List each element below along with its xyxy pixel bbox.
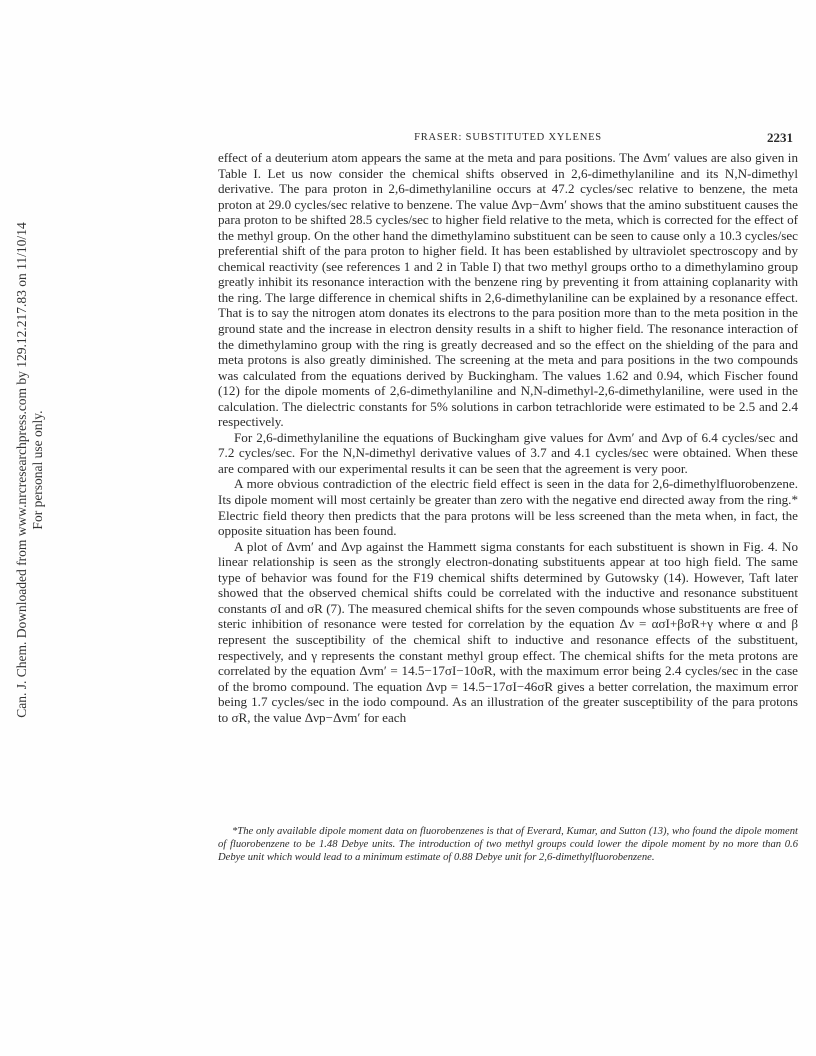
paragraph: A plot of Δνm′ and Δνp against the Hammett sigma constants for each substituent is shown in Fig. 4. No linear relationship is seen as the strongly electron-donating substituents appear at too high field. The same type of behavior was found for the F19 chemical shifts determined by Gutowsky (14). However, Taft later showed that the observed chemical shifts could be correlated with the inductive and resonance substituent constants σI and σR (7). The measured chemical shifts for the seven compounds whose substituents are free of steric inhibition of resonance were tested for correlation by the equation Δν = ασI+βσR+γ where α and β represent the susceptibility of the chemical shift to inductive and resonance effects of the substituent, respectively, and γ represents the constant methyl group effect. The chemical shifts for the meta protons are correlated by the equation Δνm′ = 14.5−17σI−10σR, with the maximum error being 2.4 cycles/sec in the case of the bromo compound. The equation Δνp = 14.5−17σI−46σR gives a better correlation, the maximum error being 1.7 cycles/sec in the iodo compound. As an illustration of the greater susceptibility of the para protons to σR, the value Δνp−Δνm′ for each — [218, 538, 798, 725]
running-head: FRASER: SUBSTITUTED XYLENES — [414, 132, 602, 143]
download-notice — [14, 120, 46, 820]
paragraph-continued: effect of a deuterium atom appears the same at the meta and para positions. The Δνm′ values are also given in Table I. Let us now consider the chemical shifts observed in 2,6-dimethylaniline and its N,N-dimethyl derivative. The para proton in 2,6-dimethylaniline occurs at 47.2 cycles/sec relative to benzene, the meta proton at 29.0 cycles/sec relative to benzene. The value Δνp−Δνm′ shows that the amino substituent causes the para proton to be shifted 28.5 cycles/sec to higher field relative to the meta, which is corrected for the effect of the methyl group. On the other hand the dimethylamino substituent can be seen to cause only a 10.3 cycles/sec preferential shift of the para proton to higher field. It has been established by ultraviolet spectroscopy and by chemical reactivity (see references 1 and 2 in Table I) that two methyl groups ortho to a dimethylamino group greatly inhibit its resonance interaction with the benzene ring by preventing it from attaining coplanarity with the ring. The large difference in chemical shifts in 2,6-dimethylaniline can be explained by a resonance effect. That is to say the nitrogen atom donates its electrons to the para position more than to the meta position in the ground state and the increase in electron density results in a shift to higher field. The resonance interaction of the dimethylamino group with the ring is greatly decreased and so the effect on the shielding of the para and meta protons is also greatly diminished. The screening at the meta and para positions in the two compounds was calculated from the equations derived by Buckingham. The values 1.62 and 0.94, which Fischer found (12) for the dipole moments of 2,6-dimethylaniline and N,N-dimethyl-2,6-dimethylaniline, were used in the calculation. The dielectric constants for 5% solutions in carbon tetrachloride were estimated to be 2.5 and 2.4 respectively. — [218, 150, 798, 430]
personal-use-line: For personal use only. — [30, 410, 45, 530]
paragraph: A more obvious contradiction of the electric field effect is seen in the data for 2,6-dimethylfluorobenzene. Its dipole moment will most certainly be greater than zero with the negative end directed away from the ring.* Electric field theory then predicts that the para protons will be less screened than the meta when, in fact, the opposite situation has been found. — [218, 476, 798, 539]
paragraph: For 2,6-dimethylaniline the equations of Buckingham give values for Δνm′ and Δνp of 6.4 cycles/sec and 7.2 cycles/sec. For the N,N-dimethyl derivative values of 3.7 and 4.1 cycles/sec were obtained. When these are compared with our experimental results it can be seen that the agreement is very poor. — [218, 429, 798, 476]
footnote: *The only available dipole moment data on fluorobenzenes is that of Everard, Kumar, and Sutton (13), who found the dipole moment of fluorobenzene to be 1.48 Debye units. The introduction of two methyl groups could lower the dipole moment by no more than 0.6 Debye unit which would lead to a minimum estimate of 0.88 Debye unit for 2,6-dimethylfluorobenzene. — [218, 826, 798, 863]
download-notice-line: Can. J. Chem. Downloaded from www.nrcresearchpress.com by 129.12.217.83 on 11/10/14 — [14, 222, 29, 718]
page-header — [218, 128, 798, 148]
page-number: 2231 — [767, 130, 793, 145]
article-body — [218, 150, 798, 725]
download-notice-margin — [0, 0, 60, 1056]
